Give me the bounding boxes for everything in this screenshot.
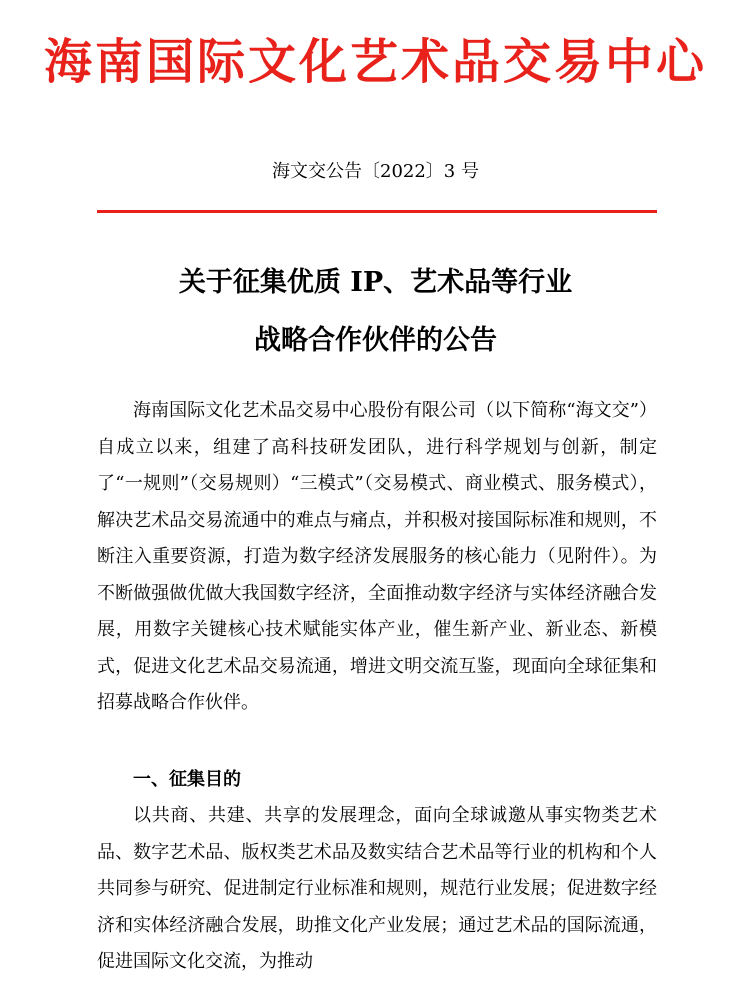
document-number: 海文交公告〔2022〕3 号 <box>272 161 479 182</box>
body-paragraph-purpose: 以共商、共建、共享的发展理念，面向全球诚邀从事实物类艺术品、数字艺术品、版权类艺术品及数实结合艺术品等行业的机构和个人共同参与研究、促进制定行业标准和规则，规范行业发展；促进数字经济和实体经济融合发展，助推文化产业发展；通过艺术品的国际流通，促进国际文化交流，为推动 <box>97 805 657 972</box>
organization-header: 海南国际文化艺术品交易中心 <box>43 34 707 90</box>
document-title-line-2: 战略合作伙伴的公告 <box>254 325 497 356</box>
section-heading-purpose: 一、征集目的 <box>133 769 241 790</box>
body-paragraph-intro: 海南国际文化艺术品交易中心股份有限公司（以下简称“海文交”）自成立以来，组建了高科技研发团队，进行科学规划与创新，制定了“一规则”（交易规则）“三模式”（交易模式、商业模式、服务模式），解决艺术品交易流通中的难点与痛点，并积极对接国际标准和规则，不断注入重要资源，打造为数字经济发展服务的核心能力（见附件）。为不断做强做优做大我国数字经济，全面推动数字经济与实体经济融合发展，用数字关键核心技术赋能实体产业，催生新产业、新业态、新模式，促进文化艺术品交易流通，增进文明交流互鉴，现面向全球征集和招募战略合作伙伴。 <box>97 400 657 713</box>
document-title-line-1: 关于征集优质 IP、艺术品等行业 <box>178 267 573 298</box>
red-divider-line <box>97 210 657 213</box>
